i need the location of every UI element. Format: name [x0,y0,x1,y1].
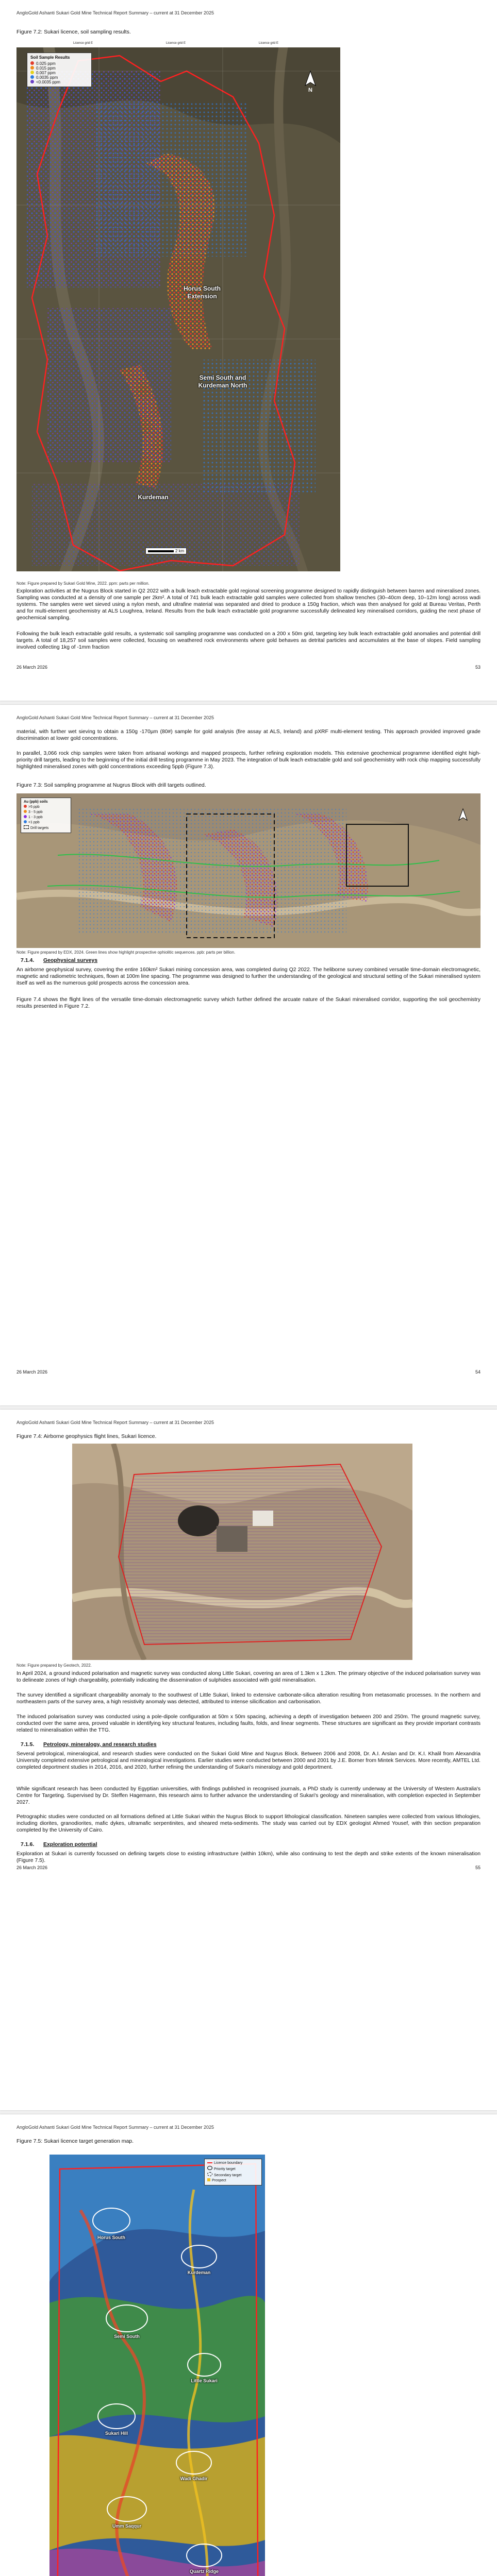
target-label: Quartz Ridge [189,2569,219,2574]
footer-date: 26 March 2026 [16,665,48,670]
figure-7-5-caption: Figure 7.5: Sukari licence target generation map. [16,2138,134,2144]
page-header: AngloGold Ashanti Sukari Gold Mine Technical Report Summary – current at 31 December 2025 [16,2125,214,2130]
figure-7-2-note: Note: Figure prepared by Sukari Gold Mine, 2022. ppm: parts per million. [16,581,150,586]
figure-7-2-caption: Figure 7.2: Sukari licence, soil sampling results. [16,29,131,35]
paragraph: Several petrological, mineralogical, and research studies were conducted on the Sukari Gold Mine and Nugrus Block. Between 2006 and 2008, Dr. A.I. Arslan and Dr. K.I. Khalil from Alexandria University completed extensive petrological and mineralogical investigations. Earlier studies were conducted between 2000 and 2001 by J.E. Borner from Mintek Services. More recently, AMTEL Ltd. completed deportment studies in 2014, 2016, and 2020, further refining the understanding of Sukari's mineralogy and gold deportment. [16,1751,481,1770]
paragraph: The survey identified a significant chargeability anomaly to the southwest of Little Sukari, linked to extensive carbonate-silica alteration resulting from metasomatic processes. In the northern and northeastern parts of the survey area, a high resistivity anomaly was detected, attributed to intense silicification and carbonisation. [16,1692,481,1705]
page-number: 53 [475,665,481,670]
map-legend [27,53,92,87]
target-label: Sukari Hill [105,2431,128,2436]
page-footer [16,1865,481,1870]
legend-item: 0.015 ppm [30,66,88,71]
target-label: Wadi Ghadir [180,2476,208,2481]
figure-7-4-note: Note: Figure prepared by Geotech, 2022. [16,1663,92,1668]
section-heading: 7.1.4. Geophysical surveys [21,957,98,963]
page-56 [0,2114,497,2576]
footer-date: 26 March 2026 [16,1865,48,1870]
paragraph: An airborne geophysical survey, covering the entire 160km² Sukari mining concession area, was completed during Q2 2022. The heliborne survey combined versatile time-domain electromagnetic, magnetic and radiometric techniques, flown at 100m line spacing. The programme was designed to further the understanding of the geological and structural setting of the Sukari mineralised system itself as well as the numerous gold prospects across the concession area. [16,967,481,986]
figure-7-3-note: Note: Figure prepared by EDX, 2024. Green lines show highlight prospective ophiolitic sequences. ppb: parts per billion. [16,950,236,955]
paragraph: In April 2024, a ground induced polarisation and magnetic survey was conducted along Little Sukari, covering an area of 1.3km x 1.2km. The primary objective of the induced polarisation survey was to delineate zones of high chargeability, potentially indicating the dissemination of sulphides associated with gold mineralisation. [16,1671,481,1683]
label-semi-south: Semi South and Kurdeman North [198,374,247,389]
paragraph: While significant research has been conducted by Egyptian universities, with findings published in recognised journals, a PhD study is currently underway at the University of Western Australia's Centre for Targeting. Supervised by Dr. Steffen Hagemann, this research aims to further advance the understanding of Sukari's geology and mineralisation, with completion expected in September 2027. [16,1786,481,1805]
target-label: Horus South [97,2235,125,2240]
flight-lines-map [72,1444,412,1660]
paragraph: Exploration activities at the Nugrus Block started in Q2 2022 with a bulk leach extractable gold regional screening programme designed to rapidly distinguish between barren and mineralised zones. Sampling was conducted at a density of one sample per 2km². A total of 741 bulk leach extractable gold samples were collected from shallow trenches (30–40cm deep, 10–12m long) across wadi systems. The samples were wet sieved using a nylon mesh, and ultrafine material was separated and dried to produce a 150g fraction, which was then analysed for gold at Bureau Veritas, Perth and for multi-element geochemistry at ALS Loughrea, Ireland. Results from the bulk leach extractable gold programme successfully delineated key mineralised corridors, guiding the next phase of geochemical sampling. [16,588,481,621]
legend-item: >5 ppb [24,805,68,810]
page-header: AngloGold Ashanti Sukari Gold Mine Technical Report Summary – current at 31 December 2025 [16,1420,214,1425]
nugrus-soil-map [16,793,481,948]
figure-7-4-caption: Figure 7.4: Airborne geophysics flight lines, Sukari licence. [16,1433,157,1439]
coord-label: Licence grid E [166,42,186,45]
legend-item: Drill targets [24,825,68,831]
target-legend [204,2159,262,2185]
target-label: Umm Saqqur [112,2523,141,2529]
svg-text:N: N [308,87,312,93]
legend-item: <1 ppb [24,820,68,825]
target-label: Kurdeman [187,2270,211,2275]
page-footer [16,1369,481,1375]
figure-7-3-caption: Figure 7.3: Soil sampling programme at Nugrus Block with drill targets outlined. [16,782,206,788]
page-number: 55 [475,1865,481,1870]
paragraph: material, with further wet sieving to obtain a 150g -170µm (80#) sample for gold analysis (fire assay at ALS, Ireland) and pXRF multi-element testing. This approach provided improved grade discrimination at lower gold concentrations. [16,729,481,741]
paragraph: In parallel, 3,066 rock chip samples were taken from artisanal workings and mapped prospects, further refining exploration models. This extensive geochemical programme identified eight high-priority drill targets, leading to the beginning of the initial drill testing programme in May 2023. The integration of bulk leach extractable gold and soil geochemistry with rock chip mapping successfully highlighted mineralised zones with gold concentrations exceeding 5ppb (Figure 7.3). [16,751,481,770]
section-heading: 7.1.6. Exploration potential [21,1841,97,1848]
flight-lines-graphic [72,1444,412,1660]
page-53 [0,0,497,701]
target-label: Little Sukari [191,2378,218,2383]
page-54 [0,705,497,1405]
nugrus-map-graphic [16,793,481,948]
page-55 [0,1410,497,2110]
legend-item: 0.007 ppm [30,71,88,75]
target-map-graphic [49,2148,265,2576]
legend-item: 1 - 3 ppb [24,815,68,820]
nugrus-legend: Au (ppb) soils >5 ppb 3 - 5 ppb 1 - 3 ppb <1 ppb Drill targets [21,798,71,833]
legend-item: 0.025 ppm [30,61,88,66]
legend-item: Secondary target [207,2172,259,2178]
paragraph: The induced polarisation survey was conducted using a pole-dipole configuration at 50m x 50m spacing, achieving a depth of investigation between 200 and 250m. The ground magnetic survey, conducted over the same area, proved valuable in identifying key structural features, including faults, folds, and linear segments. These structures are significant as they provide important contrasts related to mineralisation within the TTG. [16,1714,481,1733]
label-kurdeman: Kurdeman [138,494,169,501]
page-header: AngloGold Ashanti Sukari Gold Mine Technical Report Summary – current at 31 December 2025 [16,10,214,15]
legend-item: Licence boundary [207,2161,259,2166]
paragraph: Petrographic studies were conducted on all formations defined at Little Sukari within the Nugrus Block to support lithological classification. Nineteen samples were collected from various lithologies, including diorites, granodiorites, mafic dykes, ultramafic serpentinites, and sheared meta-sediments. The study was carried out by EDX geologist Ahmed Yousef, with thin section preparation completed by the University of Cairo. [16,1814,481,1833]
legend-item: Priority target [207,2166,259,2172]
scale-bar: 2 km [145,548,187,554]
legend-item: 3 - 5 ppb [24,810,68,815]
coord-label: Licence grid E [73,42,93,45]
legend-item: <0.0035 ppm [30,80,88,84]
target-label: Semi South [114,2334,140,2339]
paragraph: Exploration at Sukari is currently focussed on defining targets close to existing infrastructure (within 10km), while also continuing to test the depth and strike extents of the known mineralisation (Figure 7.5). [16,1851,481,1863]
paragraph: Figure 7.4 shows the flight lines of the versatile time-domain electromagnetic survey which further defined the arcuate nature of the Sukari mineralised corridor, supporting the soil geochemistry results presented in Figure 7.2. [16,997,481,1009]
label-horus-south: Horus South Extension [184,285,221,300]
section-heading: 7.1.5. Petrology, mineralogy, and research studies [21,1741,157,1748]
soil-sampling-map [16,40,340,579]
legend-item: 0.0035 ppm [30,75,88,80]
paragraph: Following the bulk leach extractable gold results, a systematic soil sampling programme was conducted on a 200 x 50m grid, targeting key bulk leach extractable gold anomalies and potential drill targets. A total of 18,257 soil samples were collected, focusing on weathered rock environments where gold behaves as detrital particles and accumulates at the base of slopes. Field sampling involved collecting 1kg of -1mm fraction [16,631,481,650]
page-number: 54 [475,1369,481,1375]
page-footer [16,665,481,670]
target-generation-map [49,2148,265,2576]
coord-label: Licence grid E [259,42,279,45]
legend-item: Prospect [207,2178,259,2183]
legend-title: Soil Sample Results [30,55,70,60]
page-header: AngloGold Ashanti Sukari Gold Mine Technical Report Summary – current at 31 December 2025 [16,715,214,720]
footer-date: 26 March 2026 [16,1369,48,1375]
